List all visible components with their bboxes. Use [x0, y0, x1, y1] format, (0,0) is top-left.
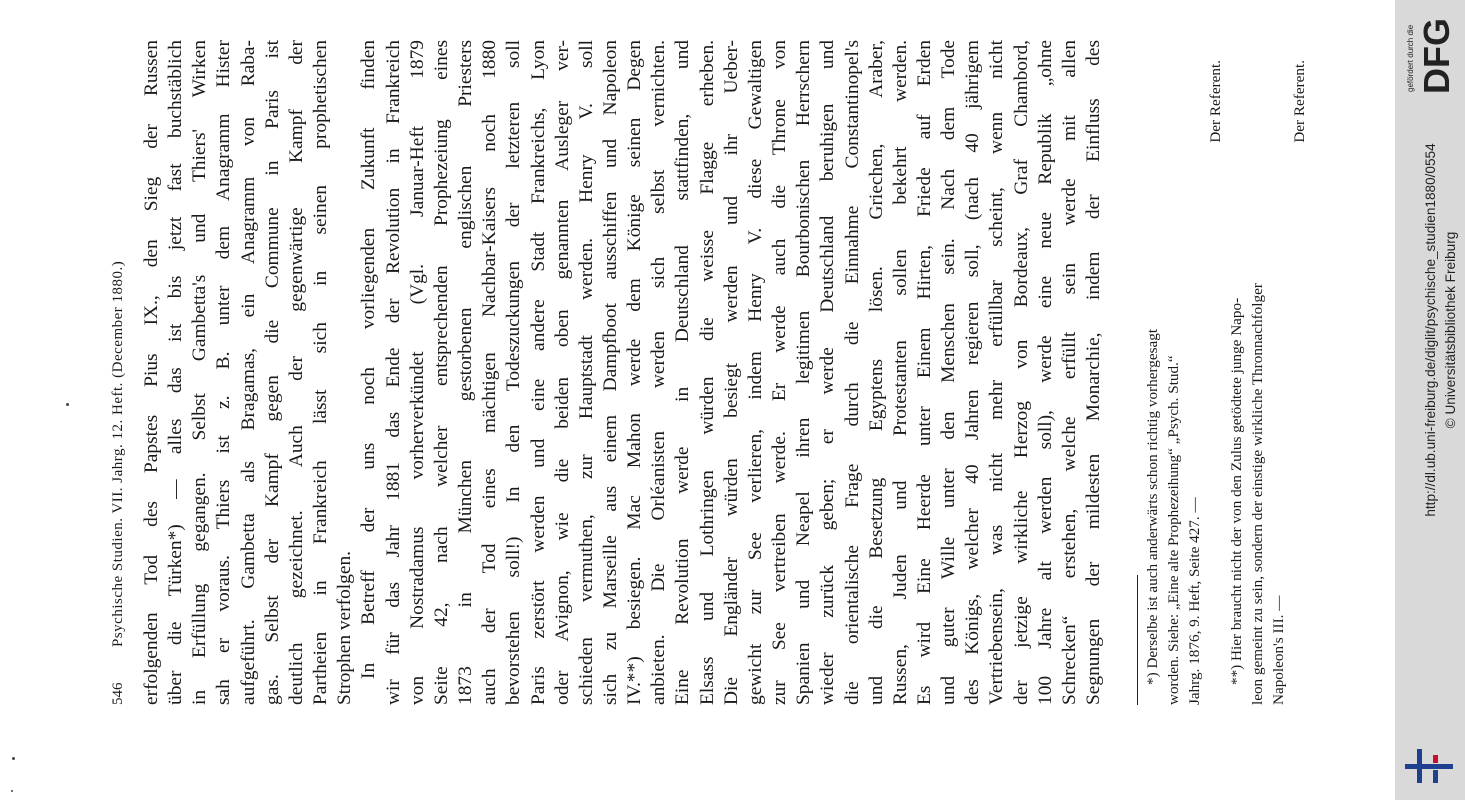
body-line: 100 Jahre alt werden soll), werde eine neue Republik „ohne — [1034, 40, 1056, 705]
body-line: Schrecken“ erstehen, welche erfüllt sein werde mit allen — [1058, 40, 1080, 705]
body-line: und guter Wille unter den Menschen sein. Nach dem Tode — [938, 40, 960, 705]
document-url-link[interactable]: http://dl.ub.uni-freiburg.de/diglit/psychische_studien1880/0554 — [1423, 143, 1438, 517]
body-text — [140, 40, 1140, 705]
body-line: 1873 in München gestorbenen englischen Priesters — [455, 40, 477, 705]
footnote-2-line: **) Hier braucht nicht der von den Zulus getödtete junge Napo- — [1228, 297, 1245, 685]
body-line: Die Engländer würden besiegt werden und ihr Ueber- — [720, 40, 742, 705]
footnote-1-line: worden. Siehe: „Eine alte Prophezeihung“ „Psych. Stud.“ — [1165, 355, 1182, 705]
body-line: Es wird Eine Heerde unter Einem Hirten, Friede auf Erden — [914, 40, 935, 705]
body-line: Elsass und Lothringen würden die weisse Flagge erheben. — [696, 40, 718, 705]
body-line: Russen, Juden und Protestanten sollen bekehrt werden. — [889, 40, 911, 705]
body-line: von Nostradamus vorherverkündet (Vgl. Januar-Heft 1879 — [406, 40, 428, 705]
body-line: erfolgenden Tod des Papstes Pius IX., den Sieg der Russen — [141, 40, 162, 705]
footnote-2-line: leon gemeint zu sein, sondern der einstige wirkliche Thronnachfolger — [1249, 283, 1266, 705]
footnote-1-line: Jahrg. 1876, 9. Heft, Seite 427. — — [1186, 497, 1203, 705]
body-line: über die Türken*) — alles das ist bis jetzt fast buchstäblich — [165, 40, 187, 705]
footnote-1-signature: Der Referent. — [1207, 60, 1224, 143]
body-line: und die Besetzung Egyptens lösen. Griechen, Araber, — [865, 40, 887, 705]
dfg-funded-text: gefördert durch die — [1406, 24, 1415, 92]
body-line: die orientalische Frage durch die Einnahme Constantinopel's — [841, 40, 863, 705]
body-line: wir für das Jahr 1881 das Ende der Revolution in Frankreich — [382, 40, 404, 705]
running-title: Psychische Studien. VII. Jahrg. 12. Heft. (December 1880.) — [110, 260, 126, 647]
copyright-notice: © Universitätsbibliothek Freiburg — [1443, 231, 1458, 429]
body-line: Segnungen der mildesten Monarchie, indem der Einfluss des — [1083, 40, 1105, 705]
scan-speck — [12, 757, 15, 760]
running-head — [110, 40, 134, 705]
footnote-rule — [1137, 575, 1138, 705]
body-line: der jetzige wirkliche Herzog von Bordeaux, Graf Chambord, — [1010, 40, 1032, 705]
body-line: anbieten. Die Orléanisten werden sich selbst vernichten. — [648, 40, 670, 705]
body-line: wieder zurück geben; er werde Deutschland beruhigen und — [817, 40, 839, 705]
body-line: schieden vermuthen, zur Hauptstadt werden. Henry V. soll — [575, 40, 597, 705]
body-line: aufgeführt. Gambetta als Bragamas, ein Anagramm von Raba- — [237, 40, 259, 705]
page-number: 546 — [110, 682, 126, 705]
document-page — [110, 40, 1360, 705]
body-line: oder Avignon, wie die beiden oben genannten Ausleger ver- — [551, 40, 573, 705]
body-line: zur See vertreiben werde. Er werde auch die Throne von — [769, 40, 791, 705]
body-line: Partheien in Frankreich lässt sich in seinen prophetischen — [310, 40, 332, 705]
body-line: gewicht zur See verlieren, indem Henry V. diese Gewaltigen — [744, 40, 766, 705]
scan-speck — [66, 403, 69, 406]
footnote-2-signature: Der Referent. — [1291, 60, 1308, 143]
body-line: Paris zerstört werden und eine andere Stadt Frankreichs, Lyon — [527, 40, 549, 705]
dfg-wordmark: DFG — [1416, 18, 1457, 94]
body-line: Strophen verfolgen. — [334, 550, 356, 705]
body-line: des Königs, welcher 40 Jahren regieren soll, (nach 40 jährigem — [962, 40, 984, 705]
footnote-1-line: *) Derselbe ist auch anderwärts schon richtig vorhergesagt — [1144, 328, 1161, 685]
body-line: Seite 42, nach welcher entsprechenden Prophezeiung eines — [430, 40, 452, 705]
footnote-2-line: Napoleon's III. — — [1270, 595, 1287, 705]
body-line: In Betreff der uns noch vorliegenden Zukunft finden — [358, 40, 380, 679]
ub-freiburg-logo-icon — [1405, 745, 1453, 785]
url-strip — [1421, 30, 1465, 630]
body-line: gas. Selbst der Kampf gegen die Commune in Paris ist — [261, 40, 283, 705]
body-line: sah er voraus. Thiers ist z. B. unter dem Anagramm Hister — [213, 40, 235, 705]
body-line: auch der Tod eines mächtigen Nachbar-Kaisers noch 1880 — [479, 40, 501, 705]
scan-speck — [11, 790, 13, 792]
body-line: in Erfüllung gegangen. Selbst Gambetta's und Thiers' Wirken — [189, 40, 211, 705]
footnotes — [1142, 40, 1310, 705]
body-line: Spanien und Neapel ihren legitimen Bourbonischen Herrschern — [793, 40, 815, 705]
body-line: sich zu Marseille aus einem Dampfboot ausschiffen und Napoleon — [599, 40, 621, 705]
body-line: Vertriebensein, was nicht mehr erfüllbar scheint, wenn nicht — [986, 40, 1008, 705]
body-line: bevorstehen soll!) In den Todeszuckungen der letzteren soll — [503, 40, 525, 705]
body-line: deutlich gezeichnet. Auch der gegenwärtige Kampf der — [285, 40, 307, 705]
body-line: Eine Revolution werde in Deutschland stattfinden, und — [672, 40, 694, 705]
body-line: IV.**) besiegen. Mac Mahon werde dem Könige seinen Degen — [624, 40, 646, 705]
